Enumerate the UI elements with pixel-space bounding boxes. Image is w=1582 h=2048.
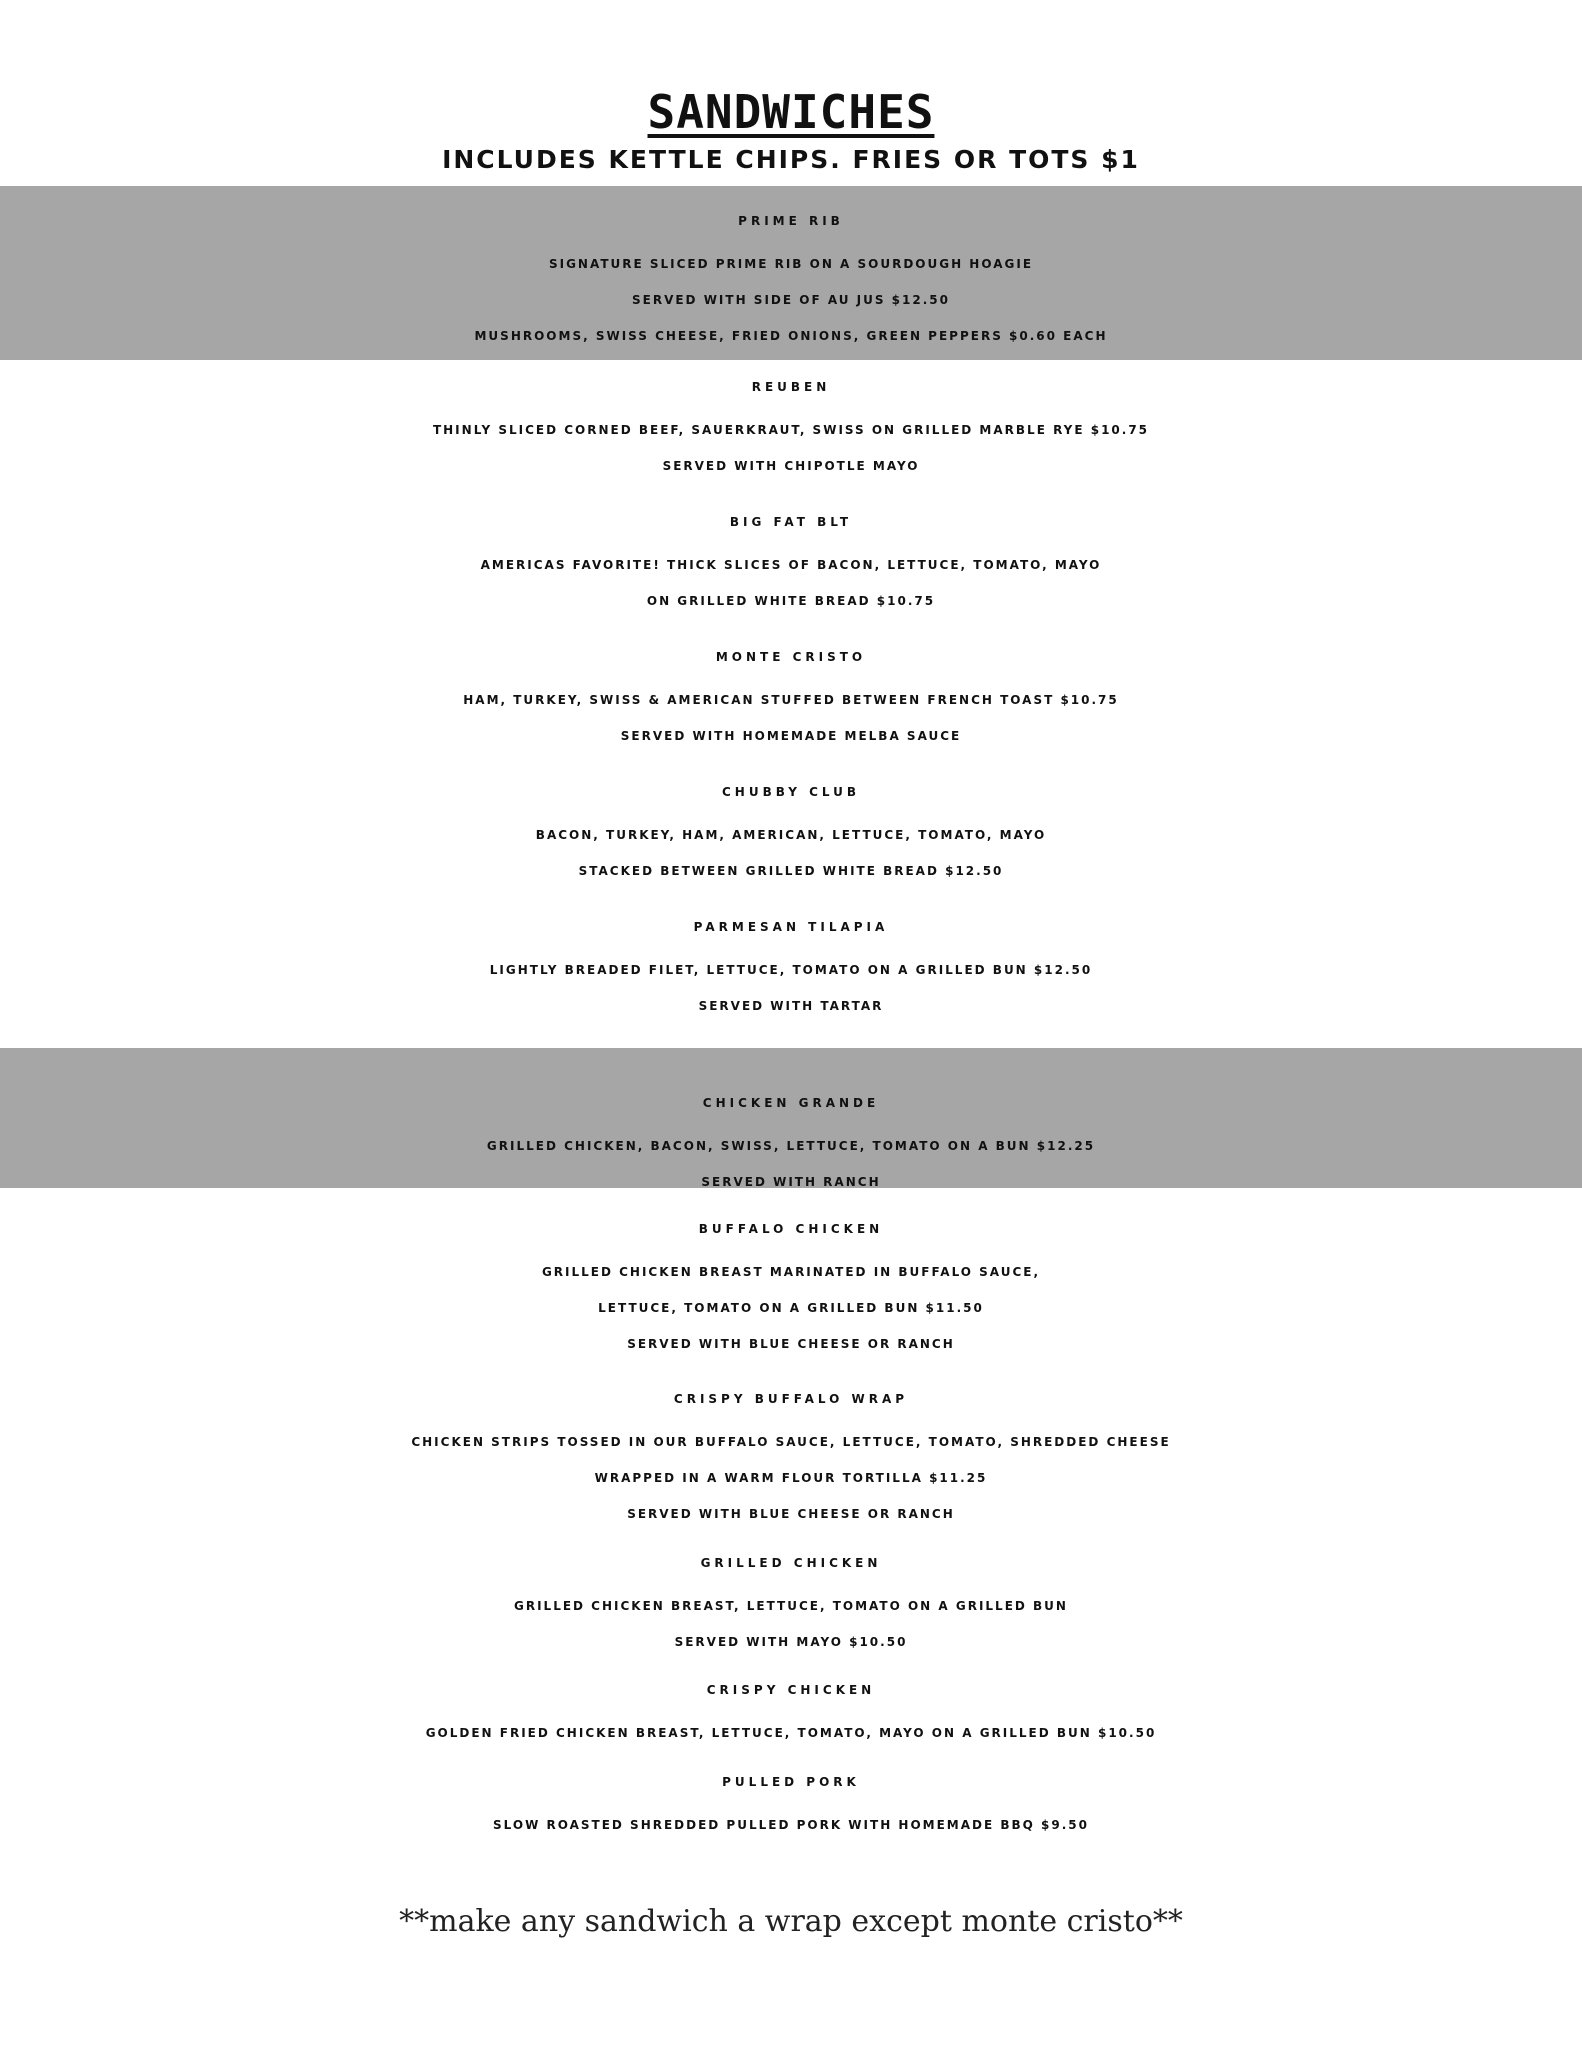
menu-item-parmesan-tilapia [0,902,1582,1024]
item-description: SIGNATURE SLICED PRIME RIB ON A SOURDOUGH HOAGIE [548,257,1034,271]
item-description: THINLY SLICED CORNED BEEF, SAUERKRAUT, SWISS ON GRILLED MARBLE RYE $10.75 [432,423,1150,437]
item-description: STACKED BETWEEN GRILLED WHITE BREAD $12.50 [578,864,1004,878]
item-name: REUBEN [751,380,831,394]
item-name: BIG FAT BLT [729,515,853,529]
item-description: AMERICAS FAVORITE! THICK SLICES OF BACON, LETTUCE, TOMATO, MAYO [480,558,1102,572]
item-description: HAM, TURKEY, SWISS & AMERICAN STUFFED BETWEEN FRENCH TOAST $10.75 [463,693,1119,707]
item-description: MUSHROOMS, SWISS CHEESE, FRIED ONIONS, GREEN PEPPERS $0.60 EACH [474,329,1108,343]
menu-item-monte-cristo [0,632,1582,754]
menu-item-pulled-pork [0,1757,1582,1843]
item-description: SERVED WITH HOMEMADE MELBA SAUCE [620,729,962,743]
menu-header [0,84,1582,178]
item-name: PRIME RIB [738,214,844,228]
item-description: WRAPPED IN A WARM FLOUR TORTILLA $11.25 [594,1471,988,1485]
item-name: GRILLED CHICKEN [700,1556,882,1570]
footer-note: **make any sandwich a wrap except monte cristo** [399,1904,1183,1939]
menu-item-reuben [0,362,1582,484]
item-name: CRISPY BUFFALO WRAP [673,1392,909,1406]
item-name: CHUBBY CLUB [721,785,860,799]
item-description: LETTUCE, TOMATO ON A GRILLED BUN $11.50 [598,1301,984,1315]
item-description: ON GRILLED WHITE BREAD $10.75 [646,594,936,608]
item-name: CHICKEN GRANDE [702,1096,880,1110]
menu-item-buffalo-chicken [0,1204,1582,1362]
item-description: GRILLED CHICKEN BREAST MARINATED IN BUFFALO SAUCE, [541,1265,1041,1279]
menu-item-crispy-buffalo-wrap [0,1374,1582,1532]
menu-item-prime-rib [0,186,1582,360]
item-name: PARMESAN TILAPIA [693,920,889,934]
menu-title: SANDWICHES [647,85,935,139]
item-description: SERVED WITH BLUE CHEESE OR RANCH [627,1337,955,1351]
menu-item-chubby-club [0,767,1582,889]
menu-item-grilled-chicken [0,1538,1582,1660]
menu-item-chicken-grande [0,1048,1582,1188]
item-name: BUFFALO CHICKEN [698,1222,884,1236]
item-description: SERVED WITH SIDE OF AU JUS $12.50 [631,293,950,307]
item-name: MONTE CRISTO [715,650,867,664]
item-description: SERVED WITH BLUE CHEESE OR RANCH [627,1507,955,1521]
item-description: SERVED WITH CHIPOTLE MAYO [662,459,920,473]
item-description: CHICKEN STRIPS TOSSED IN OUR BUFFALO SAUCE, LETTUCE, TOMATO, SHREDDED CHEESE [411,1435,1171,1449]
item-description: SLOW ROASTED SHREDDED PULLED PORK WITH HOMEMADE BBQ $9.50 [493,1818,1089,1832]
item-description: SERVED WITH MAYO $10.50 [674,1635,908,1649]
item-description: GRILLED CHICKEN BREAST, LETTUCE, TOMATO ON A GRILLED BUN [514,1599,1068,1613]
menu-item-big-fat-blt [0,497,1582,619]
menu-item-crispy-chicken [0,1665,1582,1751]
item-description: SERVED WITH RANCH [701,1175,881,1189]
item-description: SERVED WITH TARTAR [698,999,884,1013]
item-description: BACON, TURKEY, HAM, AMERICAN, LETTUCE, TOMATO, MAYO [535,828,1047,842]
item-description: GOLDEN FRIED CHICKEN BREAST, LETTUCE, TOMATO, MAYO ON A GRILLED BUN $10.50 [425,1726,1157,1740]
item-description: LIGHTLY BREADED FILET, LETTUCE, TOMATO ON A GRILLED BUN $12.50 [489,963,1093,977]
item-name: PULLED PORK [722,1775,860,1789]
item-description: GRILLED CHICKEN, BACON, SWISS, LETTUCE, TOMATO ON A BUN $12.25 [486,1139,1096,1153]
item-name: CRISPY CHICKEN [706,1683,876,1697]
menu-subtitle: INCLUDES KETTLE CHIPS. FRIES OR TOTS $1 [442,145,1140,174]
